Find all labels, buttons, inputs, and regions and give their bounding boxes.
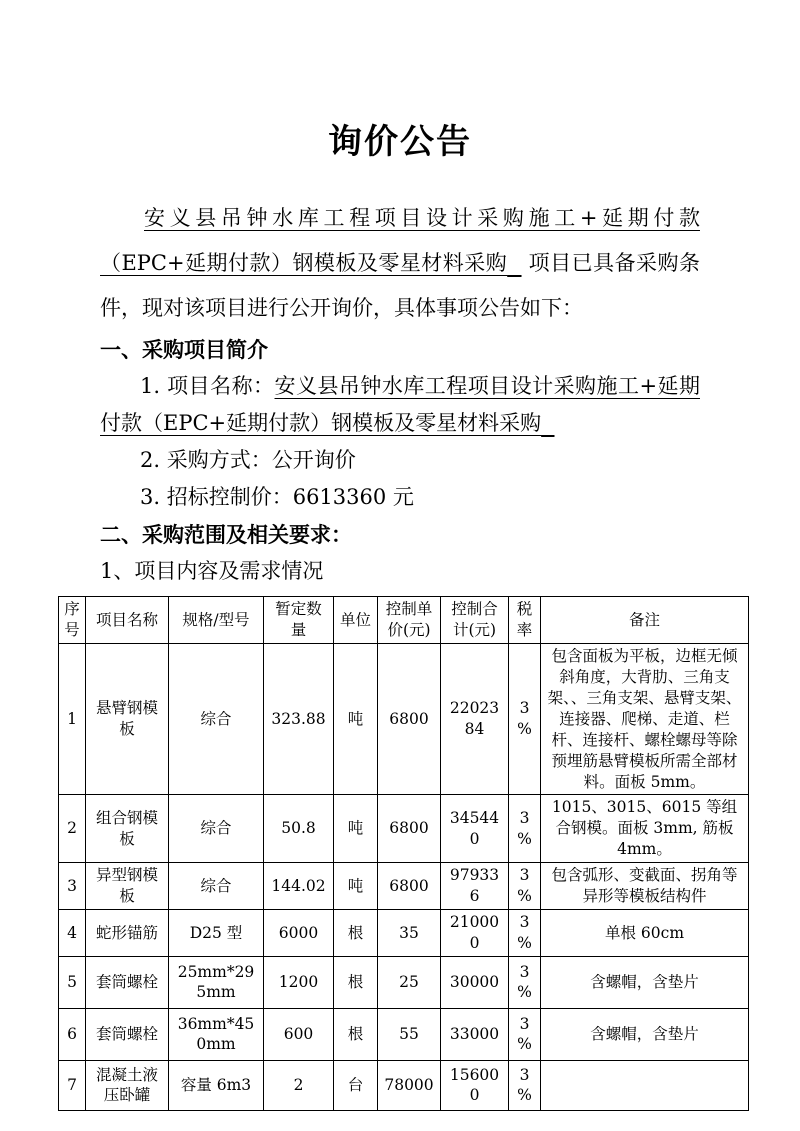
cell-provisional-qty: 144.02 [264, 863, 334, 910]
cell-unit: 根 [334, 910, 378, 957]
intro-rest: 项目已具备采购条件，现对该项目进行公开询价，具体事项公告如下： [100, 251, 700, 321]
cell-tax-rate: 3% [509, 1060, 541, 1110]
cell-seq-no: 4 [59, 910, 86, 957]
cell-control-unit-price: 78000 [378, 1060, 441, 1110]
section-2-heading: 二、采购范围及相关要求： [100, 522, 352, 548]
cell-item-name: 套筒螺栓 [86, 1008, 169, 1060]
cell-control-unit-price: 6800 [378, 644, 441, 795]
cell-unit: 根 [334, 1008, 378, 1060]
column-header-seq: 序号 [59, 597, 86, 644]
column-header-unit: 单位 [334, 597, 378, 644]
cell-item-name: 异型钢模板 [86, 863, 169, 910]
cell-item-name: 组合钢模板 [86, 795, 169, 863]
cell-provisional-qty: 1200 [264, 956, 334, 1008]
cell-seq-no: 2 [59, 795, 86, 863]
table-row [59, 956, 749, 1008]
cell-seq-no: 6 [59, 1008, 86, 1060]
column-header-name: 项目名称 [86, 597, 169, 644]
cell-remark [541, 1060, 749, 1110]
cell-control-total: 979336 [441, 863, 509, 910]
table-body [59, 644, 749, 1111]
intro-project-name: 安义县吊钟水库工程项目设计采购施工+延期付款（EPC+延期付款）钢模板及零星材料采购 [100, 206, 700, 276]
cell-tax-rate: 3% [509, 956, 541, 1008]
table-row [59, 1008, 749, 1060]
item-project-name-value: 安义县吊钟水库工程项目设计采购施工+延期付款（EPC+延期付款）钢模板及零星材料采购 [100, 374, 700, 436]
cell-control-unit-price: 6800 [378, 863, 441, 910]
table-row [59, 644, 749, 795]
cell-unit: 吨 [334, 863, 378, 910]
cell-unit: 吨 [334, 795, 378, 863]
column-header-unit-price: 控制单价(元) [378, 597, 441, 644]
cell-spec-model: 25mm*295mm [169, 956, 264, 1008]
cell-control-unit-price: 35 [378, 910, 441, 957]
cell-unit: 根 [334, 956, 378, 1008]
cell-control-total: 156000 [441, 1060, 509, 1110]
cell-provisional-qty: 600 [264, 1008, 334, 1060]
cell-control-total: 345440 [441, 795, 509, 863]
cell-seq-no: 1 [59, 644, 86, 795]
cell-remark: 包含面板为平板，边框无倾斜角度，大背肋、三角支架、、三角支架、悬臂支架、连接器、爬梯、走道、栏杆、连接杆、螺栓螺母等除预埋筋悬臂模板所需全部材料。面板 5mm。 [541, 644, 749, 795]
column-header-total: 控制合计(元) [441, 597, 509, 644]
items-table-wrapper [58, 596, 742, 1111]
cell-tax-rate: 3% [509, 795, 541, 863]
cell-spec-model: 综合 [169, 863, 264, 910]
cell-spec-model: D25 型 [169, 910, 264, 957]
item-project-name-label: 1. 项目名称： [140, 374, 275, 399]
cell-remark: 单根 60cm [541, 910, 749, 957]
cell-control-unit-price: 6800 [378, 795, 441, 863]
cell-spec-model: 36mm*450mm [169, 1008, 264, 1060]
item-project-name [100, 368, 700, 442]
column-header-spec: 规格/型号 [169, 597, 264, 644]
cell-item-name: 套筒螺栓 [86, 956, 169, 1008]
cell-control-total: 210000 [441, 910, 509, 957]
table-header [59, 597, 749, 644]
cell-provisional-qty: 323.88 [264, 644, 334, 795]
table-row [59, 863, 749, 910]
cell-remark: 1015、3015、6015 等组合钢模。面板 3mm, 筋板 4mm。 [541, 795, 749, 863]
section-1-heading: 一、采购项目简介 [100, 337, 268, 363]
cell-control-unit-price: 25 [378, 956, 441, 1008]
cell-item-name: 蛇形锚筋 [86, 910, 169, 957]
subsection-heading: 1、项目内容及需求情况 [100, 559, 324, 584]
cell-tax-rate: 3% [509, 863, 541, 910]
cell-control-total: 30000 [441, 956, 509, 1008]
column-header-tax: 税率 [509, 597, 541, 644]
table-row [59, 1060, 749, 1110]
cell-provisional-qty: 50.8 [264, 795, 334, 863]
cell-control-total: 2202384 [441, 644, 509, 795]
table-header-row [59, 597, 749, 644]
cell-item-name: 混凝土液压卧罐 [86, 1060, 169, 1110]
cell-provisional-qty: 2 [264, 1060, 334, 1110]
cell-unit: 台 [334, 1060, 378, 1110]
column-header-qty: 暂定数量 [264, 597, 334, 644]
cell-remark: 含螺帽，含垫片 [541, 1008, 749, 1060]
cell-seq-no: 5 [59, 956, 86, 1008]
cell-spec-model: 容量 6m3 [169, 1060, 264, 1110]
cell-remark: 包含弧形、变截面、拐角等异形等模板结构件 [541, 863, 749, 910]
cell-item-name: 悬臂钢模板 [86, 644, 169, 795]
item-procurement-method: 2. 采购方式：公开询价 [140, 448, 356, 473]
cell-tax-rate: 3% [509, 1008, 541, 1060]
cell-seq-no: 7 [59, 1060, 86, 1110]
cell-remark: 含螺帽，含垫片 [541, 956, 749, 1008]
items-table [58, 596, 749, 1111]
cell-control-total: 33000 [441, 1008, 509, 1060]
cell-control-unit-price: 55 [378, 1008, 441, 1060]
table-row [59, 795, 749, 863]
item-control-price: 3. 招标控制价：6613360 元 [140, 485, 414, 510]
page-title: 询价公告 [328, 122, 472, 162]
cell-seq-no: 3 [59, 863, 86, 910]
table-row [59, 910, 749, 957]
cell-tax-rate: 3% [509, 910, 541, 957]
cell-spec-model: 综合 [169, 795, 264, 863]
intro-paragraph [100, 196, 700, 331]
cell-spec-model: 综合 [169, 644, 264, 795]
document-body [0, 196, 800, 1111]
cell-provisional-qty: 6000 [264, 910, 334, 957]
cell-unit: 吨 [334, 644, 378, 795]
cell-tax-rate: 3% [509, 644, 541, 795]
column-header-remark: 备注 [541, 597, 749, 644]
